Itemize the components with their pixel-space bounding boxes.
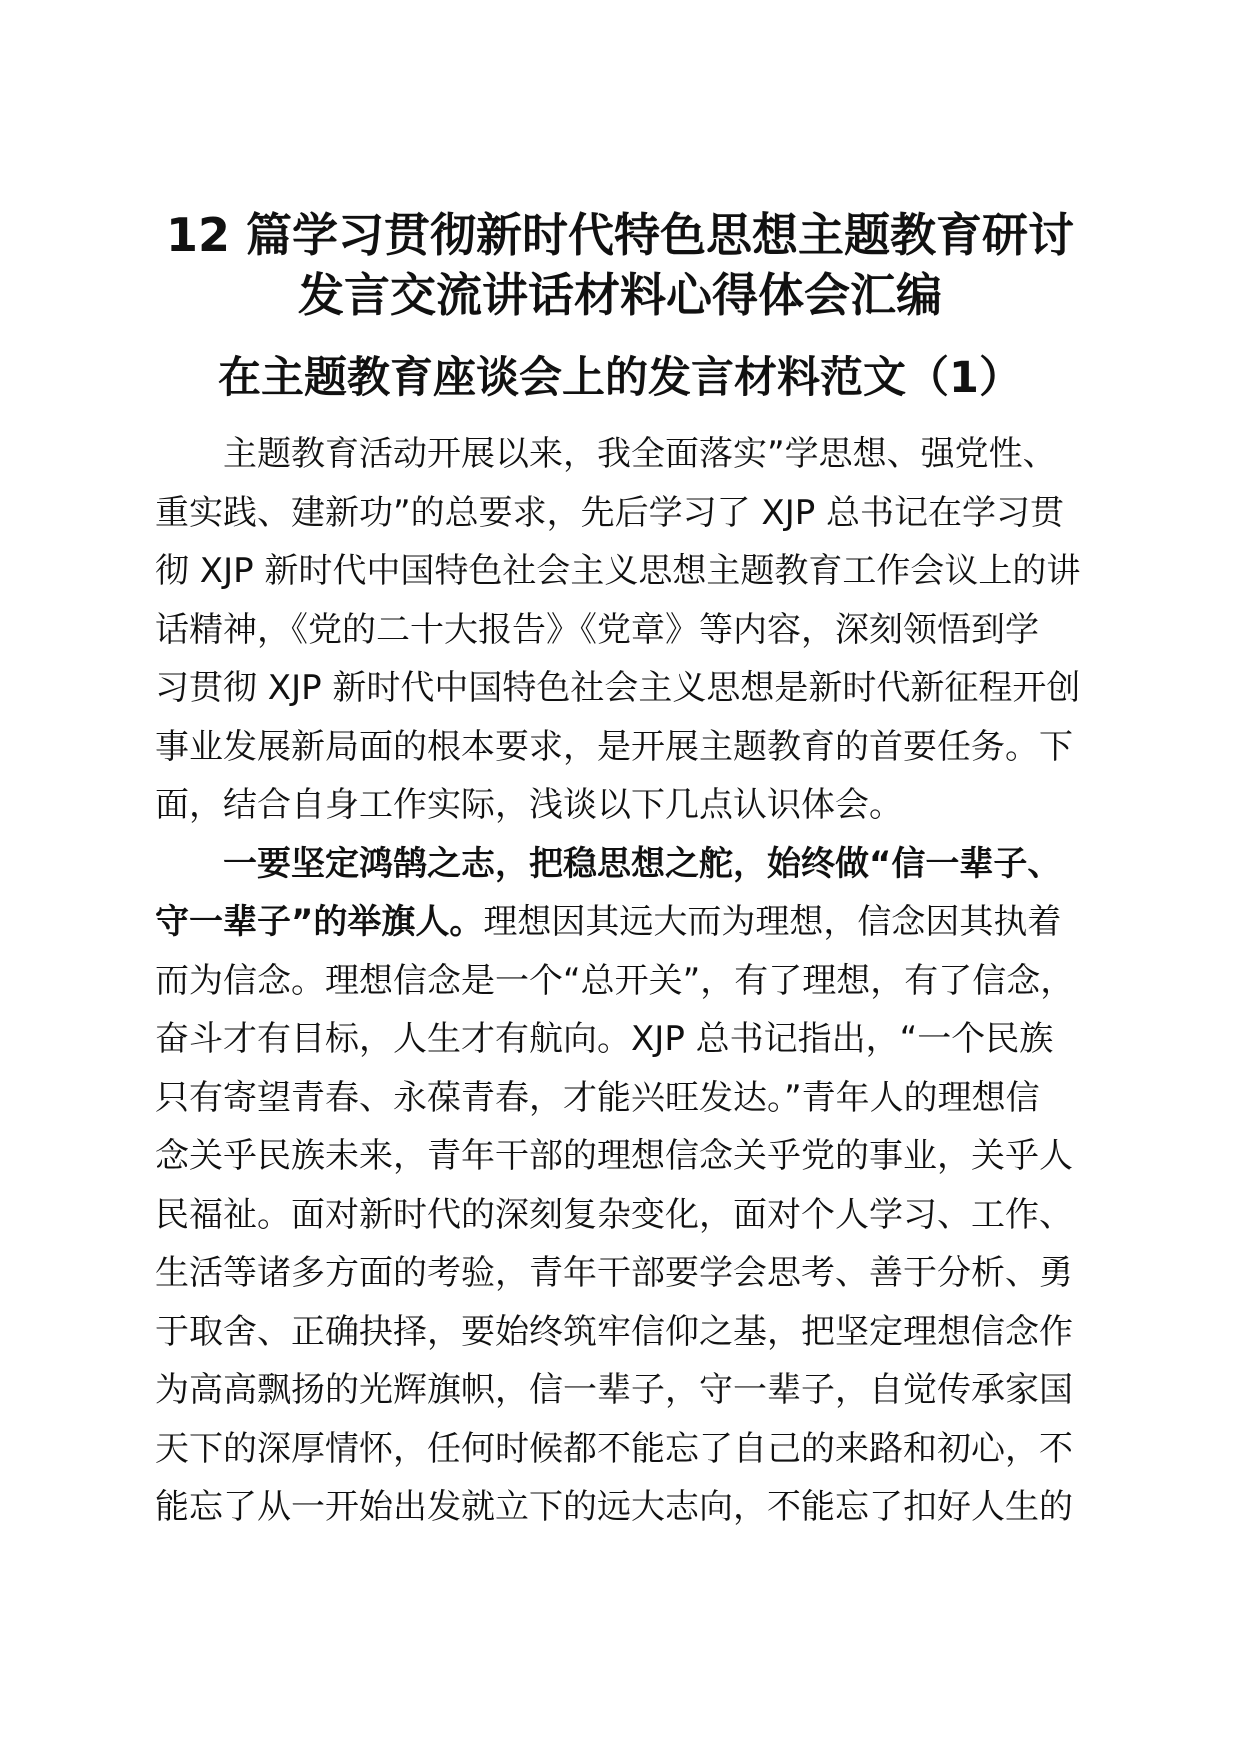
paragraph-line: 天下的深厚情怀，任何时候都不能忘了自己的来路和初心，不	[155, 1428, 1073, 1469]
paragraph-line: 主题教育活动开展以来，我全面落实”学思想、强党性、	[223, 434, 1057, 474]
paragraph-line: 生活等诸多方面的考验，青年干部要学会思考、善于分析、勇	[155, 1253, 1073, 1293]
paragraph-line: 民福祉。面对新时代的深刻复杂变化，面对个人学习、工作、	[155, 1194, 1073, 1235]
paragraph-text: 理想因其远大而为理想，信念因其执着	[483, 902, 1062, 942]
paragraph-line: 彻 XJP 新时代中国特色社会主义思想主题教育工作会议上的讲	[155, 551, 1081, 591]
title-line-2: 发言交流讲话材料心得体会汇编	[298, 268, 942, 322]
document-title	[100, 205, 1140, 325]
paragraph-line: 念关乎民族未来，青年干部的理想信念关乎党的事业，关乎人	[155, 1136, 1073, 1176]
paragraph-line: 面，结合自身工作实际，浅谈以下几点认识体会。	[155, 785, 903, 825]
paragraph-line: 为高高飘扬的光辉旗帜，信一辈子，守一辈子，自觉传承家国	[155, 1370, 1073, 1410]
paragraph-line: 而为信念。理想信念是一个“总开关”，有了理想，有了信念，	[155, 960, 1075, 1001]
paragraph-line: 只有寄望青春、永葆青春，才能兴旺发达。”青年人的理想信	[155, 1077, 1040, 1118]
paragraph-line: 习贯彻 XJP 新时代中国特色社会主义思想是新时代新征程开创	[155, 668, 1081, 708]
paragraph-line: 事业发展新局面的根本要求，是开展主题教育的首要任务。下	[155, 726, 1073, 767]
title-line-1: 12 篇学习贯彻新时代特色思想主题教育研讨	[165, 208, 1075, 262]
paragraph-line: 奋斗才有目标，人生才有航向。XJP 总书记指出，“一个民族	[155, 1019, 1054, 1059]
paragraph-heading-line: 一要坚定鸿鹄之志，把稳思想之舵，始终做“信一辈子、	[223, 843, 1062, 884]
paragraph-line: 于取舍、正确抉择，要始终筑牢信仰之基，把坚定理想信念作	[155, 1311, 1073, 1352]
paragraph-line	[155, 893, 1095, 952]
paragraph-2	[155, 835, 1095, 1537]
paragraph-line: 重实践、建新功”的总要求，先后学习了 XJP 总书记在学习贯	[155, 492, 1065, 533]
paragraph-1	[155, 425, 1095, 835]
paragraph-heading-tail: 守一辈子”的举旗人。	[155, 902, 484, 942]
section-subtitle: 在主题教育座谈会上的发言材料范文（1）	[218, 353, 1022, 403]
paragraph-line: 能忘了从一开始出发就立下的远大志向，不能忘了扣好人生的	[155, 1487, 1073, 1527]
document-body	[155, 425, 1095, 1537]
paragraph-line: 话精神，《党的二十大报告》《党章》等内容，深刻领悟到学	[155, 609, 1039, 650]
